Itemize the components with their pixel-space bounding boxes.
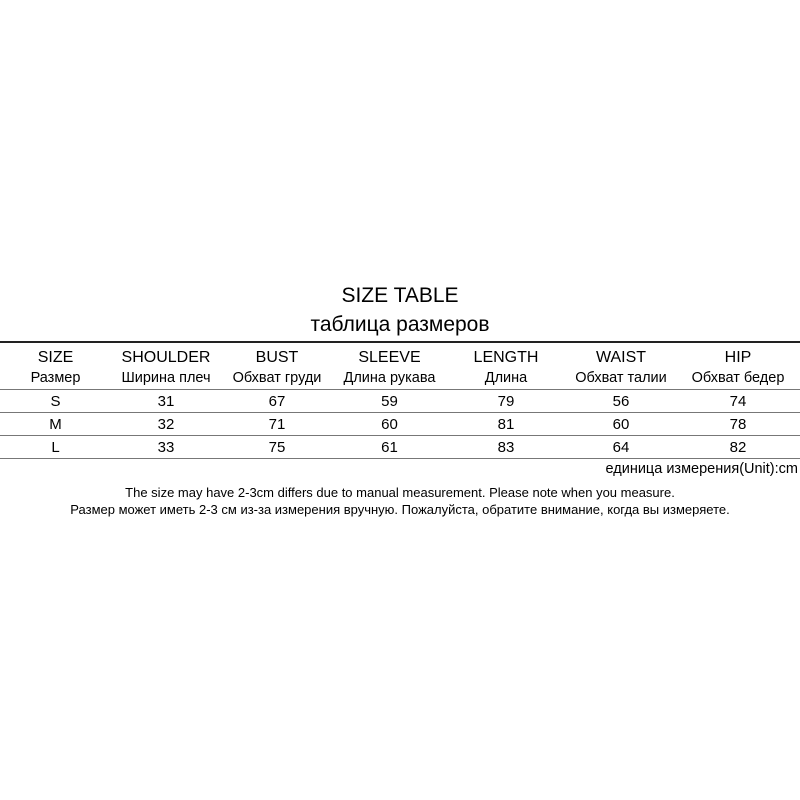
unit-note: единица измерения(Unit):cm bbox=[605, 461, 798, 477]
header-cell-ru: Длина bbox=[484, 370, 528, 386]
measurement-note-en: The size may have 2-3cm differs due to manual measurement. Please note when you measure. bbox=[125, 485, 675, 500]
header-cell: SIZE bbox=[0, 342, 111, 367]
table-cell: 67 bbox=[221, 390, 333, 413]
table-cell: 71 bbox=[221, 413, 333, 436]
header-cell: SHOULDER bbox=[111, 342, 221, 367]
table-cell: 78 bbox=[676, 413, 800, 436]
table-cell: 31 bbox=[111, 390, 221, 413]
table-cell: 59 bbox=[333, 390, 446, 413]
table-cell: 81 bbox=[446, 413, 566, 436]
header-cell-ru: Обхват талии bbox=[575, 370, 667, 386]
header-cell: WAIST bbox=[566, 342, 676, 367]
table-row bbox=[0, 390, 800, 413]
table-cell: 83 bbox=[446, 436, 566, 459]
header-cell-ru: Длина рукава bbox=[343, 370, 436, 386]
measurement-note-ru: Размер может иметь 2-3 см из-за измерения вручную. Пожалуйста, обратите внимание, когда вы измеряете. bbox=[70, 502, 730, 517]
table-cell: 79 bbox=[446, 390, 566, 413]
table-cell: M bbox=[0, 413, 111, 436]
size-table bbox=[0, 341, 800, 459]
header-cell: HIP bbox=[676, 342, 800, 367]
table-cell: 56 bbox=[566, 390, 676, 413]
header-row-en bbox=[0, 342, 800, 367]
table-cell: 60 bbox=[333, 413, 446, 436]
header-cell-ru: Обхват бедер bbox=[691, 370, 785, 386]
table-cell: 60 bbox=[566, 413, 676, 436]
table-cell: 74 bbox=[676, 390, 800, 413]
page-title: SIZE TABLE bbox=[341, 284, 459, 307]
table-row bbox=[0, 413, 800, 436]
table-cell: 33 bbox=[111, 436, 221, 459]
table-cell: 82 bbox=[676, 436, 800, 459]
table-cell: 64 bbox=[566, 436, 676, 459]
header-cell: SLEEVE bbox=[333, 342, 446, 367]
header-cell-ru: Ширина плеч bbox=[121, 370, 211, 386]
header-row-ru bbox=[0, 367, 800, 390]
page-subtitle: таблица размеров bbox=[310, 313, 490, 336]
table-cell: 75 bbox=[221, 436, 333, 459]
table-cell: 32 bbox=[111, 413, 221, 436]
header-cell-ru: Размер bbox=[30, 370, 81, 386]
header-cell: LENGTH bbox=[446, 342, 566, 367]
table-row bbox=[0, 436, 800, 459]
header-cell-ru: Обхват груди bbox=[232, 370, 322, 386]
table-cell: 61 bbox=[333, 436, 446, 459]
header-cell: BUST bbox=[221, 342, 333, 367]
table-cell: S bbox=[0, 390, 111, 413]
table-cell: L bbox=[0, 436, 111, 459]
